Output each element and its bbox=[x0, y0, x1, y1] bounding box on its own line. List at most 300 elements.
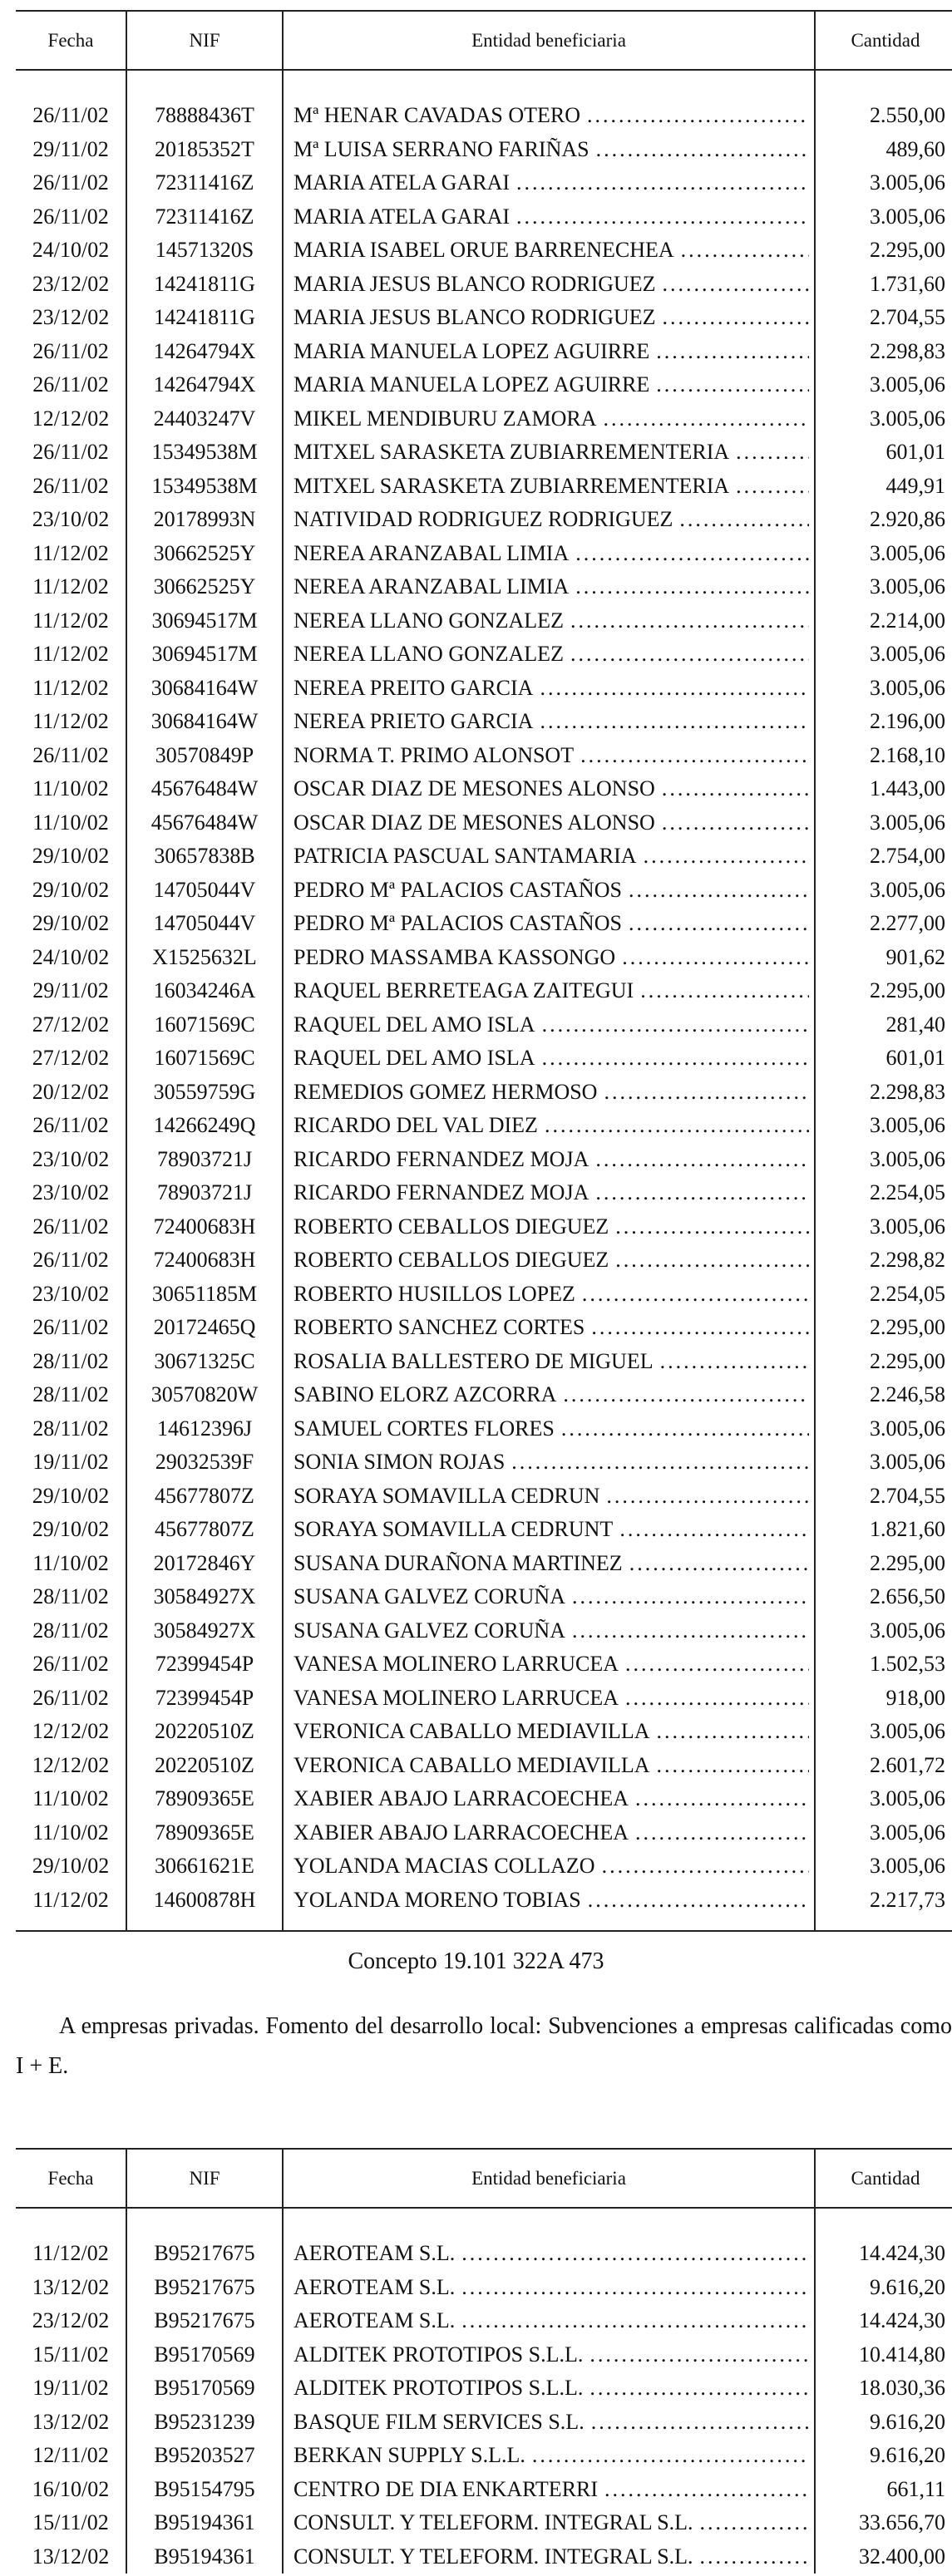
dot-leader bbox=[625, 1686, 809, 1711]
row-nif: 14705044V bbox=[126, 907, 283, 941]
table-row bbox=[16, 1580, 952, 1614]
row-date: 11/12/02 bbox=[32, 709, 109, 734]
row-nif: 72400683H bbox=[126, 1244, 283, 1278]
entity-name: ROBERTO CEBALLOS DIEGUEZ bbox=[293, 1214, 609, 1239]
row-nif: 20172846Y bbox=[126, 1547, 283, 1581]
dot-leader bbox=[572, 1584, 809, 1609]
row-amount: 3.005,06 bbox=[815, 537, 952, 571]
row-entity bbox=[283, 1513, 815, 1547]
dot-leader bbox=[545, 1113, 809, 1138]
dot-leader bbox=[622, 945, 809, 970]
entity-name: AEROTEAM S.L. bbox=[293, 2308, 456, 2333]
row-date: 26/11/02 bbox=[32, 473, 109, 498]
row-nif: 20220510Z bbox=[126, 1749, 283, 1783]
row-date: 13/12/02 bbox=[32, 2544, 110, 2569]
entity-name: CENTRO DE DIA ENKARTERRI bbox=[293, 2476, 599, 2501]
row-nif: 30657838B bbox=[126, 840, 283, 874]
table-row bbox=[16, 335, 952, 369]
table-row bbox=[16, 2473, 952, 2507]
entity-name: RAQUEL BERRETEAGA ZAITEGUI bbox=[293, 978, 634, 1003]
table-row bbox=[16, 1648, 952, 1682]
row-entity bbox=[283, 1042, 815, 1076]
row-amount: 3.005,06 bbox=[815, 1412, 952, 1446]
row-date: 26/11/02 bbox=[32, 204, 109, 229]
row-nif: 14705044V bbox=[126, 874, 283, 908]
row-date: 26/11/02 bbox=[32, 440, 109, 465]
header-entidad: Entidad beneficiaria bbox=[283, 2149, 815, 2208]
entity-name: AEROTEAM S.L. bbox=[293, 2274, 456, 2299]
row-date: 24/10/02 bbox=[32, 944, 110, 969]
entity-name: MIKEL MENDIBURU ZAMORA bbox=[293, 406, 597, 431]
dot-leader bbox=[587, 103, 809, 128]
dot-leader bbox=[640, 978, 809, 1003]
dot-leader bbox=[603, 406, 809, 431]
dot-leader bbox=[542, 1046, 809, 1071]
dot-leader bbox=[563, 1382, 809, 1407]
row-entity bbox=[283, 166, 815, 200]
header-cantidad: Cantidad bbox=[815, 11, 952, 70]
row-nif: 30684164W bbox=[126, 705, 283, 739]
dot-leader bbox=[619, 1517, 809, 1542]
row-date: 26/11/02 bbox=[32, 1113, 109, 1138]
row-date: 11/10/02 bbox=[32, 810, 109, 835]
entity-name: OSCAR DIAZ DE MESONES ALONSO bbox=[293, 776, 655, 801]
row-amount: 3.005,06 bbox=[815, 1109, 952, 1143]
row-entity bbox=[283, 2237, 815, 2271]
dot-leader bbox=[629, 911, 809, 936]
header-entidad: Entidad beneficiaria bbox=[283, 11, 815, 70]
table-row bbox=[16, 1884, 952, 1918]
row-entity bbox=[283, 1715, 815, 1749]
row-nif: 30584927X bbox=[126, 1614, 283, 1648]
entity-name: AEROTEAM S.L. bbox=[293, 2241, 456, 2266]
concept-heading: Concepto 19.101 322A 473 bbox=[348, 1948, 604, 1974]
table-row bbox=[16, 1278, 952, 1312]
dot-leader bbox=[572, 1618, 809, 1643]
row-nif: 30559759G bbox=[126, 1076, 283, 1110]
row-date: 29/10/02 bbox=[32, 1483, 110, 1508]
row-date: 24/10/02 bbox=[32, 238, 110, 263]
table-row bbox=[16, 133, 952, 167]
row-amount: 2.295,00 bbox=[815, 1311, 952, 1345]
entity-name: BERKAN SUPPLY S.L.L. bbox=[293, 2443, 525, 2468]
row-amount: 3.005,06 bbox=[815, 1849, 952, 1884]
row-entity bbox=[283, 200, 815, 234]
table-row bbox=[16, 1782, 952, 1816]
table-row bbox=[16, 1042, 952, 1076]
row-date: 27/12/02 bbox=[32, 1046, 110, 1071]
row-nif: 30684164W bbox=[126, 672, 283, 706]
header-nif: NIF bbox=[126, 2149, 283, 2208]
row-entity bbox=[283, 1378, 815, 1412]
row-amount: 2.254,05 bbox=[815, 1278, 952, 1312]
table-row bbox=[16, 739, 952, 773]
row-amount: 3.005,06 bbox=[815, 1816, 952, 1850]
row-date: 23/10/02 bbox=[32, 1146, 110, 1171]
dot-leader bbox=[660, 1349, 809, 1374]
entity-name: VANESA MOLINERO LARRUCEA bbox=[293, 1685, 619, 1710]
dot-leader bbox=[591, 2410, 809, 2435]
entity-name: PATRICIA PASCUAL SANTAMARIA bbox=[293, 844, 637, 869]
row-date: 29/10/02 bbox=[32, 1517, 110, 1542]
row-nif: B95194361 bbox=[126, 2540, 283, 2574]
row-date: 23/12/02 bbox=[32, 305, 110, 330]
row-nif: B95231239 bbox=[126, 2406, 283, 2440]
row-entity bbox=[283, 1143, 815, 1177]
dot-leader bbox=[656, 339, 809, 364]
row-amount: 3.005,06 bbox=[815, 368, 952, 402]
table-row bbox=[16, 1244, 952, 1278]
spacer-row bbox=[16, 2208, 952, 2237]
row-amount: 1.821,60 bbox=[815, 1513, 952, 1547]
row-date: 23/12/02 bbox=[32, 2308, 110, 2333]
table-row bbox=[16, 638, 952, 672]
row-date: 29/11/02 bbox=[32, 978, 109, 1003]
dot-leader bbox=[602, 1854, 809, 1879]
entity-name: VERONICA CABALLO MEDIAVILLA bbox=[293, 1719, 650, 1744]
dot-leader bbox=[736, 440, 809, 465]
dot-leader bbox=[596, 137, 809, 162]
row-date: 12/11/02 bbox=[32, 2443, 109, 2468]
row-amount: 9.616,20 bbox=[815, 2271, 952, 2305]
table-row bbox=[16, 2506, 952, 2540]
dot-leader bbox=[606, 1484, 809, 1509]
row-nif: 14264794X bbox=[126, 335, 283, 369]
row-amount: 601,01 bbox=[815, 436, 952, 470]
row-entity bbox=[283, 99, 815, 133]
table-row bbox=[16, 1008, 952, 1042]
dot-leader bbox=[461, 2308, 809, 2333]
row-date: 11/10/02 bbox=[32, 1786, 109, 1811]
row-entity bbox=[283, 874, 815, 908]
row-entity bbox=[283, 2473, 815, 2507]
row-nif: B95203527 bbox=[126, 2439, 283, 2473]
dot-leader bbox=[656, 372, 809, 397]
row-date: 26/11/02 bbox=[32, 1214, 109, 1239]
header-fecha: Fecha bbox=[16, 11, 126, 70]
table-row bbox=[16, 301, 952, 335]
row-entity bbox=[283, 705, 815, 739]
row-entity bbox=[283, 1076, 815, 1110]
row-nif: 45677807Z bbox=[126, 1513, 283, 1547]
row-nif: 14241811G bbox=[126, 268, 283, 302]
row-nif: 14612396J bbox=[126, 1412, 283, 1446]
dot-leader bbox=[595, 1180, 809, 1205]
row-entity bbox=[283, 941, 815, 975]
spacer-row bbox=[16, 70, 952, 99]
row-amount: 3.005,06 bbox=[815, 166, 952, 200]
row-amount: 2.754,00 bbox=[815, 840, 952, 874]
table-row bbox=[16, 268, 952, 302]
dot-leader bbox=[604, 2477, 809, 2502]
row-entity bbox=[283, 1547, 815, 1581]
table-row bbox=[16, 537, 952, 571]
row-entity bbox=[283, 1648, 815, 1682]
entity-name: XABIER ABAJO LARRACOECHEA bbox=[293, 1786, 629, 1811]
table-row bbox=[16, 941, 952, 975]
entity-name: SONIA SIMON ROJAS bbox=[293, 1450, 506, 1475]
entity-name: OSCAR DIAZ DE MESONES ALONSO bbox=[293, 810, 655, 835]
table-row bbox=[16, 1176, 952, 1210]
table-row bbox=[16, 1311, 952, 1345]
row-nif: 72399454P bbox=[126, 1648, 283, 1682]
row-nif: 14571320S bbox=[126, 234, 283, 268]
row-date: 26/11/02 bbox=[32, 103, 109, 128]
row-amount: 2.254,05 bbox=[815, 1176, 952, 1210]
dot-leader bbox=[629, 878, 809, 903]
row-entity bbox=[283, 436, 815, 470]
row-nif: B95170569 bbox=[126, 2338, 283, 2372]
row-amount: 901,62 bbox=[815, 941, 952, 975]
entity-name: NEREA LLANO GONZALEZ bbox=[293, 608, 564, 633]
row-date: 12/12/02 bbox=[32, 1752, 110, 1777]
table-row bbox=[16, 2304, 952, 2338]
row-nif: 30694517M bbox=[126, 604, 283, 638]
row-nif: 72399454P bbox=[126, 1682, 283, 1716]
row-amount: 3.005,06 bbox=[815, 806, 952, 840]
row-amount: 3.005,06 bbox=[815, 1614, 952, 1648]
row-nif: 14241811G bbox=[126, 301, 283, 335]
dot-leader bbox=[604, 1080, 809, 1105]
row-entity bbox=[283, 1311, 815, 1345]
row-date: 29/11/02 bbox=[32, 136, 109, 161]
dot-leader bbox=[662, 810, 809, 835]
row-entity bbox=[283, 402, 815, 436]
table-row bbox=[16, 874, 952, 908]
row-entity bbox=[283, 1345, 815, 1379]
row-amount: 601,01 bbox=[815, 1042, 952, 1076]
row-date: 20/12/02 bbox=[32, 1079, 110, 1104]
row-amount: 33.656,70 bbox=[815, 2506, 952, 2540]
table-row bbox=[16, 200, 952, 234]
dot-leader bbox=[591, 1315, 809, 1340]
row-date: 19/11/02 bbox=[32, 2376, 109, 2401]
dot-leader bbox=[663, 272, 809, 297]
row-entity bbox=[283, 1446, 815, 1480]
table-row bbox=[16, 1076, 952, 1110]
dot-leader bbox=[582, 1282, 809, 1307]
row-amount: 2.196,00 bbox=[815, 705, 952, 739]
dot-leader bbox=[532, 2443, 809, 2468]
entity-name: SUSANA DURAÑONA MARTINEZ bbox=[293, 1550, 623, 1575]
row-date: 26/11/02 bbox=[32, 742, 109, 767]
dot-leader bbox=[575, 574, 809, 599]
entity-name: PEDRO MASSAMBA KASSONGO bbox=[293, 944, 616, 969]
table-row bbox=[16, 1345, 952, 1379]
dot-leader bbox=[588, 1888, 809, 1913]
row-nif: B95217675 bbox=[126, 2304, 283, 2338]
entity-name: MITXEL SARASKETA ZUBIARREMENTERIA bbox=[293, 473, 730, 498]
row-amount: 3.005,06 bbox=[815, 1143, 952, 1177]
table-row bbox=[16, 2338, 952, 2372]
dot-leader bbox=[635, 1786, 809, 1811]
dot-leader bbox=[516, 204, 809, 229]
table-row bbox=[16, 1378, 952, 1412]
row-nif: 78888436T bbox=[126, 99, 283, 133]
row-entity bbox=[283, 1412, 815, 1446]
row-amount: 2.217,73 bbox=[815, 1884, 952, 1918]
row-entity bbox=[283, 772, 815, 806]
dot-leader bbox=[681, 238, 809, 263]
row-date: 12/12/02 bbox=[32, 1719, 110, 1744]
row-nif: 72311416Z bbox=[126, 166, 283, 200]
row-nif: 30694517M bbox=[126, 638, 283, 672]
dot-leader bbox=[540, 709, 809, 734]
row-nif: 15349538M bbox=[126, 436, 283, 470]
table-row bbox=[16, 1210, 952, 1244]
table-body bbox=[16, 2208, 952, 2574]
dot-leader bbox=[663, 305, 809, 330]
row-date: 23/10/02 bbox=[32, 1180, 110, 1205]
row-date: 11/12/02 bbox=[32, 608, 109, 633]
row-nif: 20178993N bbox=[126, 503, 283, 537]
dot-leader bbox=[635, 1820, 809, 1845]
row-amount: 3.005,06 bbox=[815, 1446, 952, 1480]
entity-name: MARIA ISABEL ORUE BARRENECHEA bbox=[293, 238, 674, 263]
table-row bbox=[16, 1749, 952, 1783]
row-amount: 3.005,06 bbox=[815, 874, 952, 908]
row-date: 11/12/02 bbox=[32, 642, 109, 667]
entity-name: MARIA MANUELA LOPEZ AGUIRRE bbox=[293, 338, 650, 363]
row-date: 28/11/02 bbox=[32, 1416, 109, 1441]
row-amount: 2.920,86 bbox=[815, 503, 952, 537]
table-row bbox=[16, 1682, 952, 1716]
row-amount: 9.616,20 bbox=[815, 2406, 952, 2440]
row-nif: 45676484W bbox=[126, 772, 283, 806]
dot-leader bbox=[570, 642, 809, 667]
row-nif: 14266249Q bbox=[126, 1109, 283, 1143]
row-nif: 45676484W bbox=[126, 806, 283, 840]
row-date: 16/10/02 bbox=[32, 2476, 110, 2501]
entity-name: MITXEL SARASKETA ZUBIARREMENTERIA bbox=[293, 440, 730, 465]
row-date: 11/12/02 bbox=[32, 540, 109, 565]
row-nif: 30651185M bbox=[126, 1278, 283, 1312]
row-date: 11/12/02 bbox=[32, 1887, 109, 1912]
row-amount: 2.601,72 bbox=[815, 1749, 952, 1783]
row-date: 26/11/02 bbox=[32, 1248, 109, 1273]
dot-leader bbox=[700, 2544, 809, 2569]
row-amount: 2.246,58 bbox=[815, 1378, 952, 1412]
row-entity bbox=[283, 2271, 815, 2305]
table-row bbox=[16, 1715, 952, 1749]
row-amount: 2.550,00 bbox=[815, 99, 952, 133]
table-row bbox=[16, 166, 952, 200]
table-row bbox=[16, 1446, 952, 1480]
row-nif: 30662525Y bbox=[126, 570, 283, 604]
entity-name: RAQUEL DEL AMO ISLA bbox=[293, 1046, 535, 1071]
row-entity bbox=[283, 672, 815, 706]
dot-leader bbox=[516, 170, 809, 195]
row-amount: 2.295,00 bbox=[815, 1547, 952, 1581]
row-date: 29/10/02 bbox=[32, 844, 110, 869]
row-amount: 2.704,55 bbox=[815, 301, 952, 335]
row-entity bbox=[283, 1682, 815, 1716]
row-entity bbox=[283, 234, 815, 268]
row-entity bbox=[283, 1614, 815, 1648]
table-row bbox=[16, 436, 952, 470]
entity-name: SAMUEL CORTES FLORES bbox=[293, 1416, 555, 1441]
row-amount: 3.005,06 bbox=[815, 638, 952, 672]
entity-name: MARIA JESUS BLANCO RODRIGUEZ bbox=[293, 305, 656, 330]
beneficiaries-table-individuals bbox=[16, 10, 952, 1932]
row-amount: 2.298,83 bbox=[815, 335, 952, 369]
entity-name: RICARDO FERNANDEZ MOJA bbox=[293, 1146, 589, 1171]
row-nif: 30671325C bbox=[126, 1345, 283, 1379]
row-entity bbox=[283, 335, 815, 369]
dot-leader bbox=[461, 2241, 809, 2266]
row-entity bbox=[283, 1749, 815, 1783]
table-row bbox=[16, 604, 952, 638]
row-nif: 30584927X bbox=[126, 1580, 283, 1614]
row-entity bbox=[283, 2338, 815, 2372]
entity-name: Mª LUISA SERRANO FARIÑAS bbox=[293, 136, 589, 161]
entity-name: Mª HENAR CAVADAS OTERO bbox=[293, 103, 580, 128]
row-nif: 15349538M bbox=[126, 470, 283, 504]
table-row bbox=[16, 1614, 952, 1648]
dot-leader bbox=[561, 1416, 809, 1441]
row-entity bbox=[283, 1244, 815, 1278]
row-nif: 30570849P bbox=[126, 739, 283, 773]
entity-name: RAQUEL DEL AMO ISLA bbox=[293, 1012, 535, 1037]
entity-name: SUSANA GALVEZ CORUÑA bbox=[293, 1584, 565, 1609]
row-nif: 30570820W bbox=[126, 1378, 283, 1412]
row-nif: B95170569 bbox=[126, 2372, 283, 2406]
table-row bbox=[16, 1480, 952, 1514]
entity-name: MARIA ATELA GARAI bbox=[293, 170, 511, 195]
entity-name: NORMA T. PRIMO ALONSOT bbox=[293, 742, 575, 767]
dot-leader bbox=[570, 608, 809, 633]
dot-leader bbox=[700, 2510, 809, 2535]
row-nif: 29032539F bbox=[126, 1446, 283, 1480]
row-entity bbox=[283, 301, 815, 335]
row-entity bbox=[283, 1884, 815, 1918]
entity-name: CONSULT. Y TELEFORM. INTEGRAL S.L. bbox=[293, 2544, 693, 2569]
table-row bbox=[16, 234, 952, 268]
row-entity bbox=[283, 268, 815, 302]
row-date: 28/11/02 bbox=[32, 1348, 109, 1373]
entity-name: XABIER ABAJO LARRACOECHEA bbox=[293, 1820, 629, 1845]
row-entity bbox=[283, 570, 815, 604]
row-entity bbox=[283, 2439, 815, 2473]
row-entity bbox=[283, 840, 815, 874]
row-date: 23/10/02 bbox=[32, 507, 110, 532]
concept-description: A empresas privadas. Fomento del desarrollo local: Subvenciones a empresas calificadas como I + E. bbox=[16, 2013, 952, 2079]
row-amount: 2.277,00 bbox=[815, 907, 952, 941]
entity-name: RICARDO DEL VAL DIEZ bbox=[293, 1113, 538, 1138]
row-entity bbox=[283, 133, 815, 167]
entity-name: SABINO ELORZ AZCORRA bbox=[293, 1382, 557, 1407]
row-date: 11/10/02 bbox=[32, 776, 109, 801]
dot-leader bbox=[461, 2275, 809, 2300]
table-row bbox=[16, 99, 952, 133]
row-amount: 10.414,80 bbox=[815, 2338, 952, 2372]
dot-leader bbox=[542, 1012, 809, 1037]
row-amount: 2.298,83 bbox=[815, 1076, 952, 1110]
row-amount: 2.295,00 bbox=[815, 1345, 952, 1379]
row-date: 13/12/02 bbox=[32, 2274, 110, 2299]
row-entity bbox=[283, 1580, 815, 1614]
dot-leader bbox=[657, 1753, 809, 1778]
entity-name: SUSANA GALVEZ CORUÑA bbox=[293, 1618, 565, 1643]
table-row bbox=[16, 503, 952, 537]
row-entity bbox=[283, 503, 815, 537]
row-date: 19/11/02 bbox=[32, 1450, 109, 1475]
table-header-row bbox=[16, 2149, 952, 2208]
row-nif: 72311416Z bbox=[126, 200, 283, 234]
row-entity bbox=[283, 604, 815, 638]
row-entity bbox=[283, 1849, 815, 1884]
table-end-row bbox=[16, 1917, 952, 1931]
